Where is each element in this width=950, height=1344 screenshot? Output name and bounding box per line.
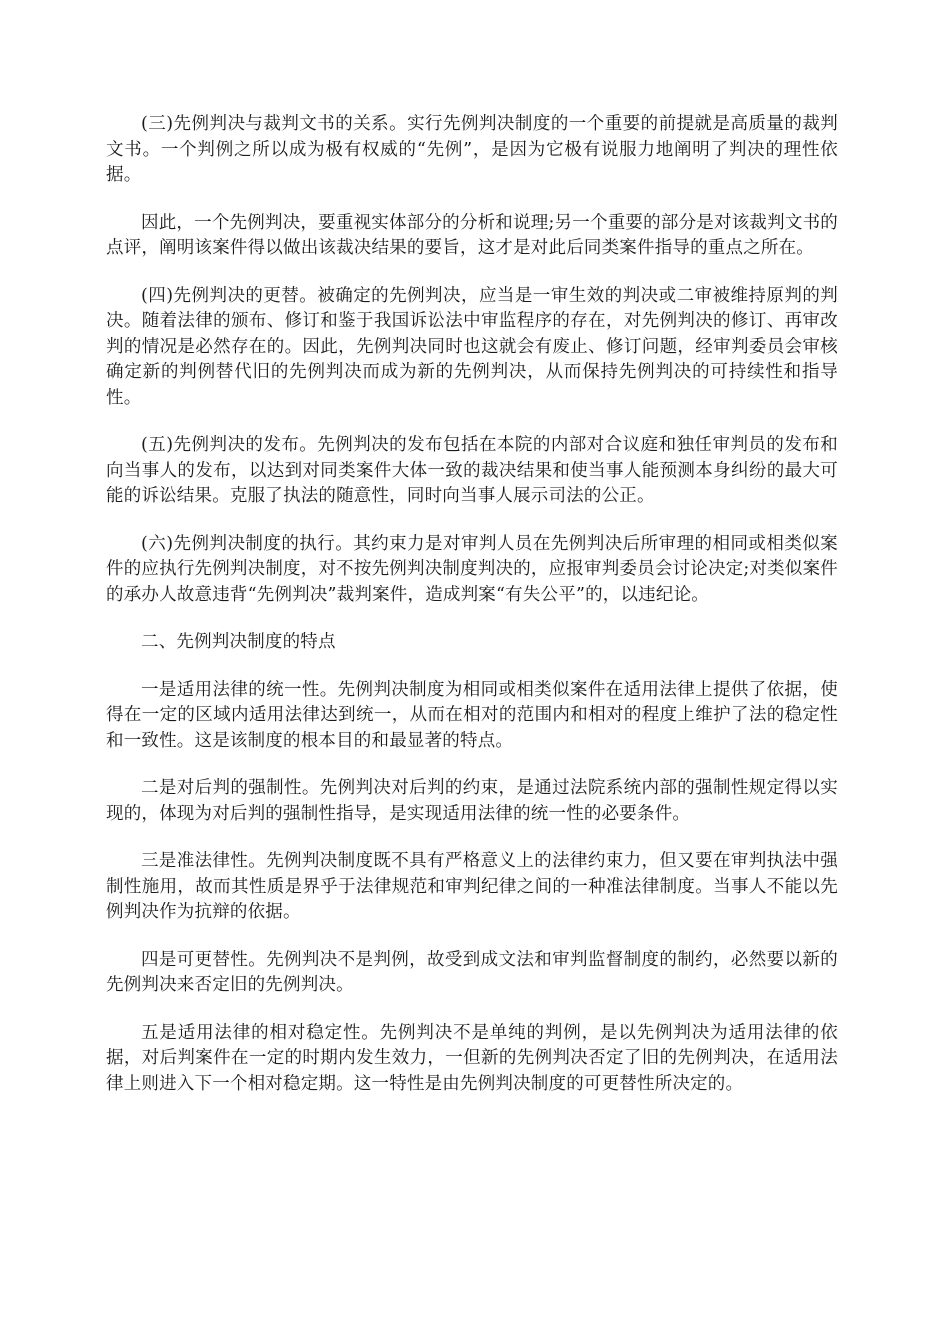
paragraph-3-relation-to-judgments: (三)先例判决与裁判文书的关系。实行先例判决制度的一个重要的前提就是高质量的裁判文书。一个判例之所以成为极有权威的“先例”，是因为它极有说服力地阐明了判决的理性依据。 [106, 114, 838, 185]
paragraph-5-publication: (五)先例判决的发布。先例判决的发布包括在本院的内部对合议庭和独任审判员的发布和向当事人的发布，以达到对同类案件大体一致的裁决结果和使当事人能预测本身纠纷的最大可能的诉讼结果。克服了执法的随意性，同时向当事人展示司法的公正。 [106, 435, 838, 506]
paragraph-6-execution: (六)先例判决制度的执行。其约束力是对审判人员在先例判决后所审理的相同或相类似案件的应执行先例判决制度，对不按先例判决制度判决的，应报审判委员会讨论决定;对类似案件的承办人故意违背“先例判决”裁判案件，造成判案“有失公平”的，以违纪论。 [106, 533, 838, 605]
section-heading-characteristics: 二、先例判决制度的特点 [141, 632, 336, 652]
paragraph-4-replacement: (四)先例判决的更替。被确定的先例判决，应当是一审生效的判决或二审被维持原判的判决。随着法律的颁布、修订和鉴于我国诉讼法中审监程序的存在，对先例判决的修订、再审改判的情况是必然存在的。因此，先例判决同时也这就会有废止、修订问题，经审判委员会审核确定新的判例替代旧的先例判决而成为新的先例判决，从而保持先例判决的可持续性和指导性。 [106, 285, 838, 408]
paragraph-feature-replaceable: 四是可更替性。先例判决不是判例，故受到成文法和审判监督制度的制约，必然要以新的先例判决来否定旧的先例判决。 [106, 949, 838, 995]
paragraph-feature-uniformity: 一是适用法律的统一性。先例判决制度为相同或相类似案件在适用法律上提供了依据，使得在一定的区域内适用法律达到统一，从而在相对的范围内和相对的程度上维护了法的稳定性和一致性。这是该制度的根本目的和最显著的特点。 [106, 679, 838, 751]
document-body [106, 112, 838, 1119]
paragraph-feature-relative-stability: 五是适用法律的相对稳定性。先例判决不是单纯的判例，是以先例判决为适用法律的依据，对后判案件在一定的时期内发生效力，一但新的先例判决否定了旧的先例判决，在适用法律上则进入下一个相对稳定期。这一特性是由先例判决制度的可更替性所决定的。 [106, 1022, 838, 1094]
paragraph-feature-mandatory: 二是对后判的强制性。先例判决对后判的约束，是通过法院系统内部的强制性规定得以实现的，体现为对后判的强制性指导，是实现适用法律的统一性的必要条件。 [106, 778, 838, 824]
paragraph-analysis-and-commentary: 因此，一个先例判决，要重视实体部分的分析和说理;另一个重要的部分是对该裁判文书的点评，阐明该案件得以做出该裁决结果的要旨，这才是对此后同类案件指导的重点之所在。 [106, 212, 838, 258]
paragraph-feature-quasi-legal: 三是准法律性。先例判决制度既不具有严格意义上的法律约束力，但又要在审判执法中强制性施用，故而其性质是界乎于法律规范和审判纪律之间的一种准法律制度。当事人不能以先例判决作为抗辩的依据。 [106, 851, 838, 922]
